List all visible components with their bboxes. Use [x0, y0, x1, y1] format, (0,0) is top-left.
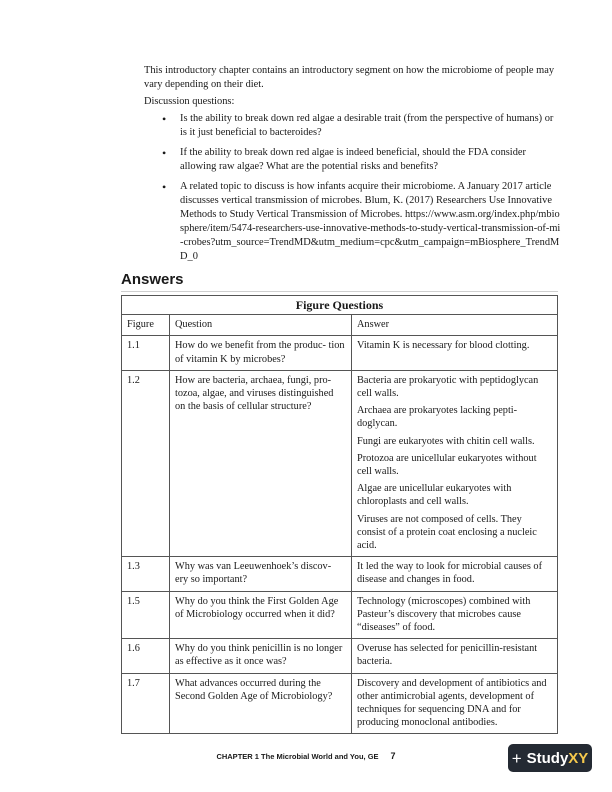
figure-questions-table — [121, 295, 558, 734]
table-header-row — [122, 315, 558, 336]
answer-text: Algae are unicellular eukaryotes with chloroplasts and cell walls. — [357, 483, 512, 508]
answer-text: Overuse has selected for penicillin-resistant bacteria. — [357, 643, 538, 668]
table-row — [122, 370, 558, 556]
column-header-question: Question — [170, 315, 352, 336]
table-title: Figure Questions — [122, 296, 558, 315]
studyxy-badge[interactable] — [508, 744, 592, 772]
figure-cell: 1.6 — [122, 639, 170, 673]
answers-heading: Answers — [121, 271, 558, 292]
discussion-item: • If the ability to break down red algae is indeed beneficial, should the FDA consider allowing raw algae? What are the potential risks and benefits? — [180, 146, 562, 174]
answer-text: Vitamin K is necessary for blood clotting. — [357, 340, 530, 352]
figure-cell: 1.2 — [122, 370, 170, 556]
answer-text: Fungi are eukaryotes with chitin cell walls. — [357, 435, 535, 447]
table-row — [122, 591, 558, 639]
intro-section — [144, 64, 562, 270]
table-row — [122, 639, 558, 673]
question-cell: Why do you think penicillin is no longer as effective as it once was? — [170, 639, 352, 673]
answer-text: Technology (microscopes) combined with Pasteur’s discovery that microbes cause “diseases” of food. — [357, 595, 531, 634]
figure-cell: 1.3 — [122, 557, 170, 591]
answer-text: Bacteria are prokaryotic with peptidoglycan cell walls. — [357, 374, 539, 400]
question-cell: How do we benefit from the produc- tion of vitamin K by microbes? — [170, 336, 352, 370]
figure-cell: 1.1 — [122, 336, 170, 370]
brand-accent: XY — [568, 749, 589, 767]
discussion-item — [180, 180, 562, 264]
question-cell: What advances occurred during the Second Golden Age of Microbiology? — [170, 673, 352, 734]
intro-paragraph: This introductory chapter contains an introductory segment on how the microbiome of people may vary depending on their diet. — [144, 65, 555, 90]
answer-cell — [352, 673, 558, 734]
table-row — [122, 673, 558, 734]
answer-text: Archaea are prokaryotes lacking pepti- doglycan. — [357, 405, 518, 430]
article-url-link[interactable]: https://www.asm.org/index.php/mbiosphere/item/5474-researchers-use-innovative-methods-to-study-vertical-transmission-of-mi-crobes?utm_source=TrendMD&utm_medium=cpc&utm_campaign=mBiosphere_TrendMD_0 — [180, 209, 561, 262]
discussion-list — [144, 112, 562, 264]
figure-cell: 1.7 — [122, 673, 170, 734]
chapter-title: CHAPTER 1 The Microbial World and You, GE — [216, 752, 379, 761]
table-row — [122, 557, 558, 591]
discussion-item: • Is the ability to break down red algae a desirable trait (from the perspective of humans) or is it just beneficial to bacteroides? — [180, 112, 562, 140]
answer-cell — [352, 557, 558, 591]
discussion-item-text: A related topic to discuss is how infants acquire their microbiome. A January 2017 article discusses vertical transmission of microbes. Blum, K. (2017) Researchers Use Innovative Methods to Study Vertical Transmission of Microbes. — [180, 181, 552, 220]
page-number: 7 — [390, 751, 396, 761]
discussion-label: Discussion questions: — [144, 96, 235, 107]
plus-icon: + — [511, 748, 522, 768]
answer-cell — [352, 591, 558, 639]
answer-cell — [352, 370, 558, 556]
question-cell: Why do you think the First Golden Age of Microbiology occurred when it did? — [170, 591, 352, 639]
figure-cell: 1.5 — [122, 591, 170, 639]
table-row — [122, 336, 558, 370]
question-cell: Why was van Leeuwenhoek’s discov- ery so important? — [170, 557, 352, 591]
answer-text: Discovery and development of antibiotics and other antimicrobial agents, development of techniques for sequencing DNA and for producing monoclonal antibodies. — [357, 677, 547, 729]
answer-text: It led the way to look for microbial causes of disease and changes in food. — [357, 561, 543, 586]
answer-text: Protozoa are unicellular eukaryotes without cell walls. — [357, 452, 537, 478]
answer-cell — [352, 336, 558, 370]
column-header-answer: Answer — [352, 315, 558, 336]
brand-name — [527, 750, 589, 767]
question-cell: How are bacteria, archaea, fungi, pro- tozoa, algae, and viruses distinguished on the basis of cellular structure? — [170, 370, 352, 556]
column-header-figure: Figure — [122, 315, 170, 336]
brand-main: Study — [526, 749, 569, 767]
answer-text: Viruses are not composed of cells. They consist of a protein coat enclosing a nucleic acid. — [357, 513, 537, 552]
answer-cell — [352, 639, 558, 673]
